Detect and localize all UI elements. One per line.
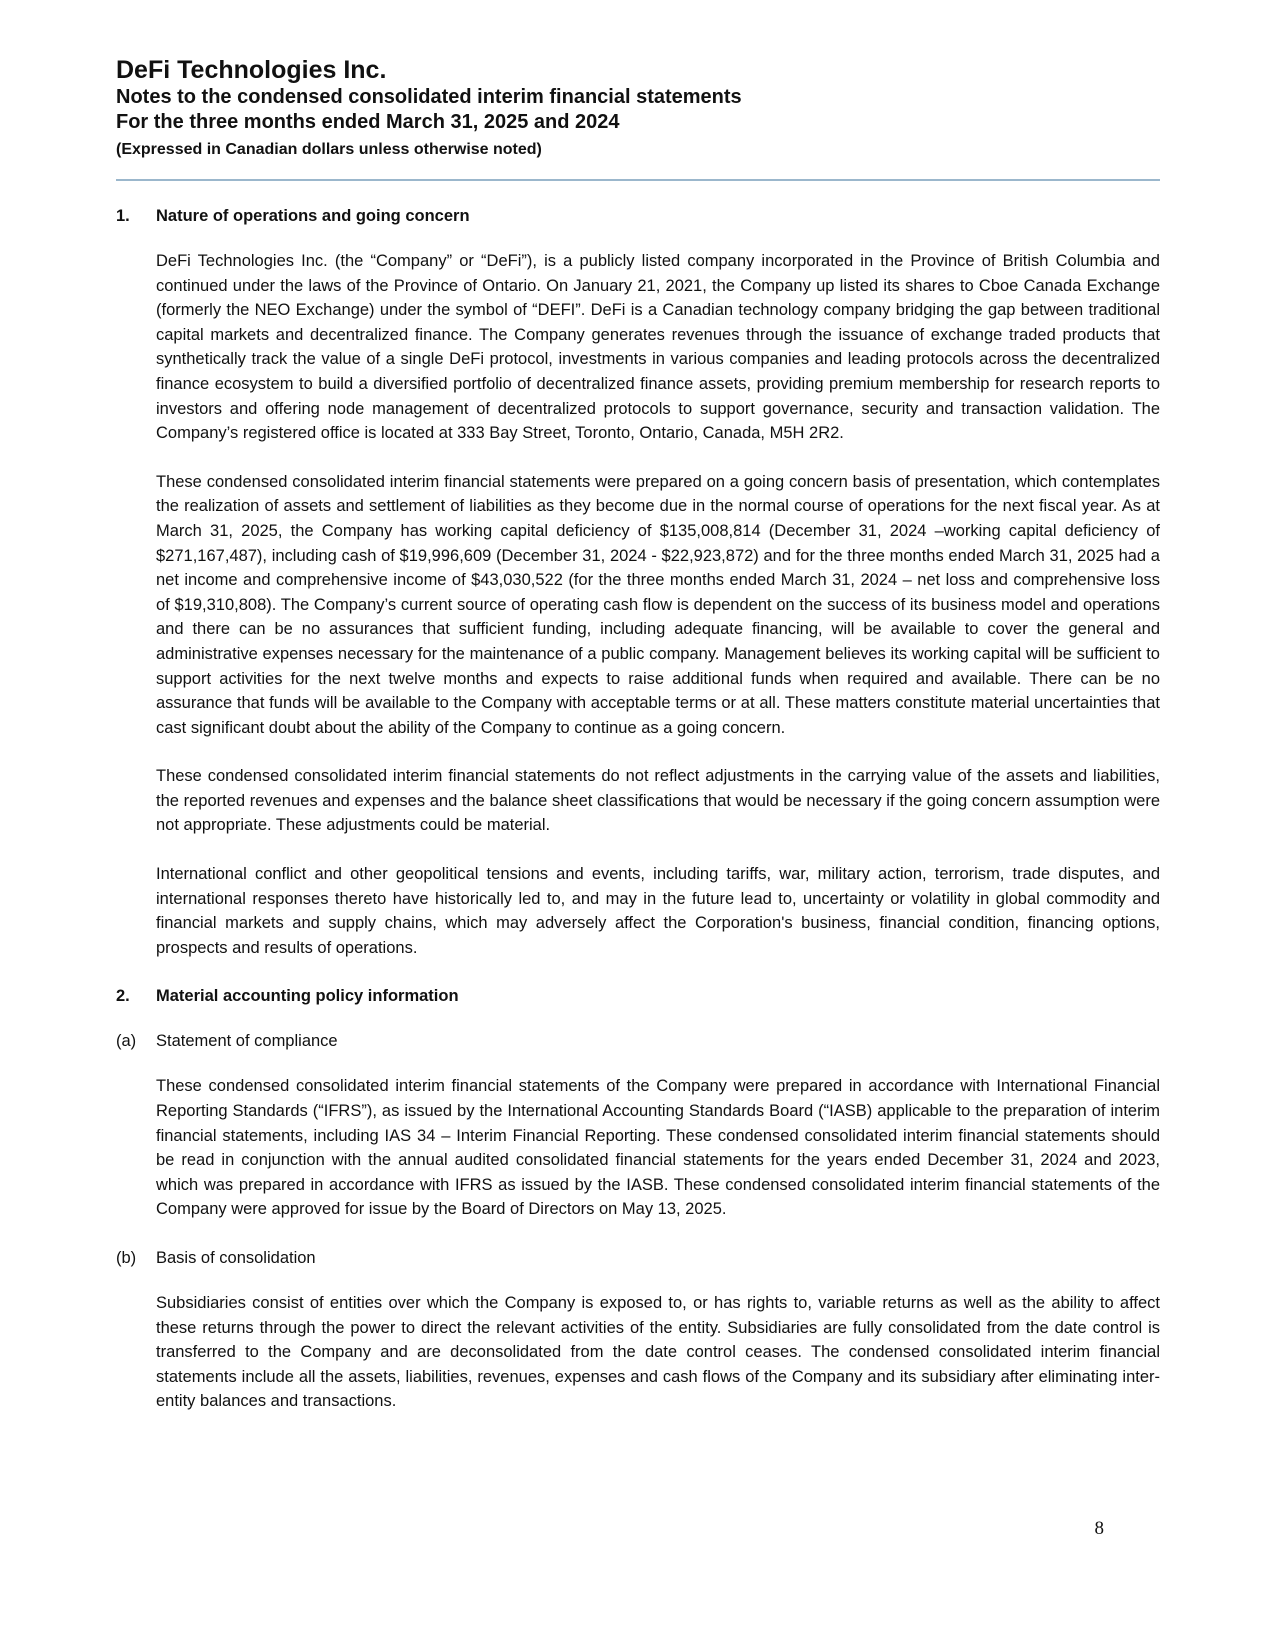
section-number: 2. xyxy=(116,987,130,1006)
section-title: Material accounting policy information xyxy=(156,987,459,1006)
document-header xyxy=(116,56,1106,162)
company-name: DeFi Technologies Inc. xyxy=(116,56,387,84)
reporting-period: For the three months ended March 31, 2025 and 2024 xyxy=(116,111,620,133)
header-divider xyxy=(116,179,1160,181)
subsection-heading-a xyxy=(116,1029,1160,1053)
paragraph: These condensed consolidated interim financial statements of the Company were prepared in accordance with International Financial Reporting Standards (“IFRS”), as issued by the International Accounting Standards Board (“IASB) applicable to the preparation of interim financial statements, including IAS 34 – Interim Financial Reporting. These condensed consolidated interim financial statements should be read in conjunction with the annual audited consolidated financial statements for the years ended December 31, 2024 and 2023, which was prepared in accordance with IFRS as issued by the IASB. These condensed consolidated interim financial statements of the Company were approved for issue by the Board of Directors on May 13, 2025. xyxy=(156,1077,1160,1219)
page-number: 8 xyxy=(1094,1518,1104,1539)
paragraph: International conflict and other geopolitical tensions and events, including tariffs, war, military action, terrorism, trade disputes, and international responses thereto have historically led to, and may in the future lead to, uncertainty or volatility in global commodity and financial markets and supply chains, which may adversely affect the Corporation's business, financial condition, financing options, prospects and results of operations. xyxy=(156,865,1160,957)
document-body xyxy=(116,204,1160,1414)
section-heading-2 xyxy=(116,984,1160,1008)
paragraph: Subsidiaries consist of entities over which the Company is exposed to, or has rights to, variable returns as well as the ability to affect these returns through the power to direct the relevant activities of the entity. Subsidiaries are fully consolidated from the date control is transferred to the Company and are deconsolidated from the date control ceases. The condensed consolidated interim financial statements include all the assets, liabilities, revenues, expenses and cash flows of the Company and its subsidiary after eliminating inter-entity balances and transactions. xyxy=(156,1294,1160,1411)
subsection-label: (a) xyxy=(116,1032,137,1051)
document-title: Notes to the condensed consolidated interim financial statements xyxy=(116,86,742,108)
subsection-title: Statement of compliance xyxy=(156,1032,338,1051)
subsection-heading-b xyxy=(116,1246,1160,1270)
section-title: Nature of operations and going concern xyxy=(156,207,470,225)
paragraph: DeFi Technologies Inc. (the “Company” or “DeFi”), is a publicly listed company incorporated in the Province of British Columbia and continued under the laws of the Province of Ontario. On January 21, 2021, the Company up listed its shares to Cboe Canada Exchange (formerly the NEO Exchange) under the symbol of “DEFI”. DeFi is a Canadian technology company bridging the gap between traditional capital markets and decentralized finance. The Company generates revenues through the issuance of exchange traded products that synthetically track the value of a single DeFi protocol, investments in various companies and leading protocols across the decentralized finance ecosystem to build a diversified portfolio of decentralized finance assets, providing premium membership for research reports to investors and offering node management of decentralized protocols to support governance, security and transaction validation. The Company’s registered office is located at 333 Bay Street, Toronto, Ontario, Canada, M5H 2R2. xyxy=(156,252,1160,443)
subsection-title: Basis of consolidation xyxy=(156,1249,316,1267)
section-heading-1 xyxy=(116,204,1160,228)
subsection-label: (b) xyxy=(116,1249,137,1267)
currency-note: (Expressed in Canadian dollars unless otherwise noted) xyxy=(116,141,542,158)
paragraph: These condensed consolidated interim financial statements were prepared on a going concern basis of presentation, which contemplates the realization of assets and settlement of liabilities as they become due in the normal course of operations for the next fiscal year. As at March 31, 2025, the Company has working capital deficiency of $135,008,814 (December 31, 2024 –working capital deficiency of $271,167,487), including cash of $19,996,609 (December 31, 2024 - $22,923,872) and for the three months ended March 31, 2025 had a net income and comprehensive income of $43,030,522 (for the three months ended March 31, 2024 – net loss and comprehensive loss of $19,310,808). The Company’s current source of operating cash flow is dependent on the success of its business model and operations and there can be no assurances that sufficient funding, including adequate financing, will be available to cover the general and administrative expenses necessary for the maintenance of a public company. Management believes its working capital will be sufficient to support activities for the next twelve months and expects to raise additional funds when required and available. There can be no assurance that funds will be available to the Company with acceptable terms or at all. These matters constitute material uncertainties that cast significant doubt about the ability of the Company to continue as a going concern. xyxy=(156,472,1160,737)
section-number: 1. xyxy=(116,207,130,225)
paragraph: These condensed consolidated interim financial statements do not reflect adjustments in the carrying value of the assets and liabilities, the reported revenues and expenses and the balance sheet classifications that would be necessary if the going concern assumption were not appropriate. These adjustments could be material. xyxy=(156,767,1160,835)
